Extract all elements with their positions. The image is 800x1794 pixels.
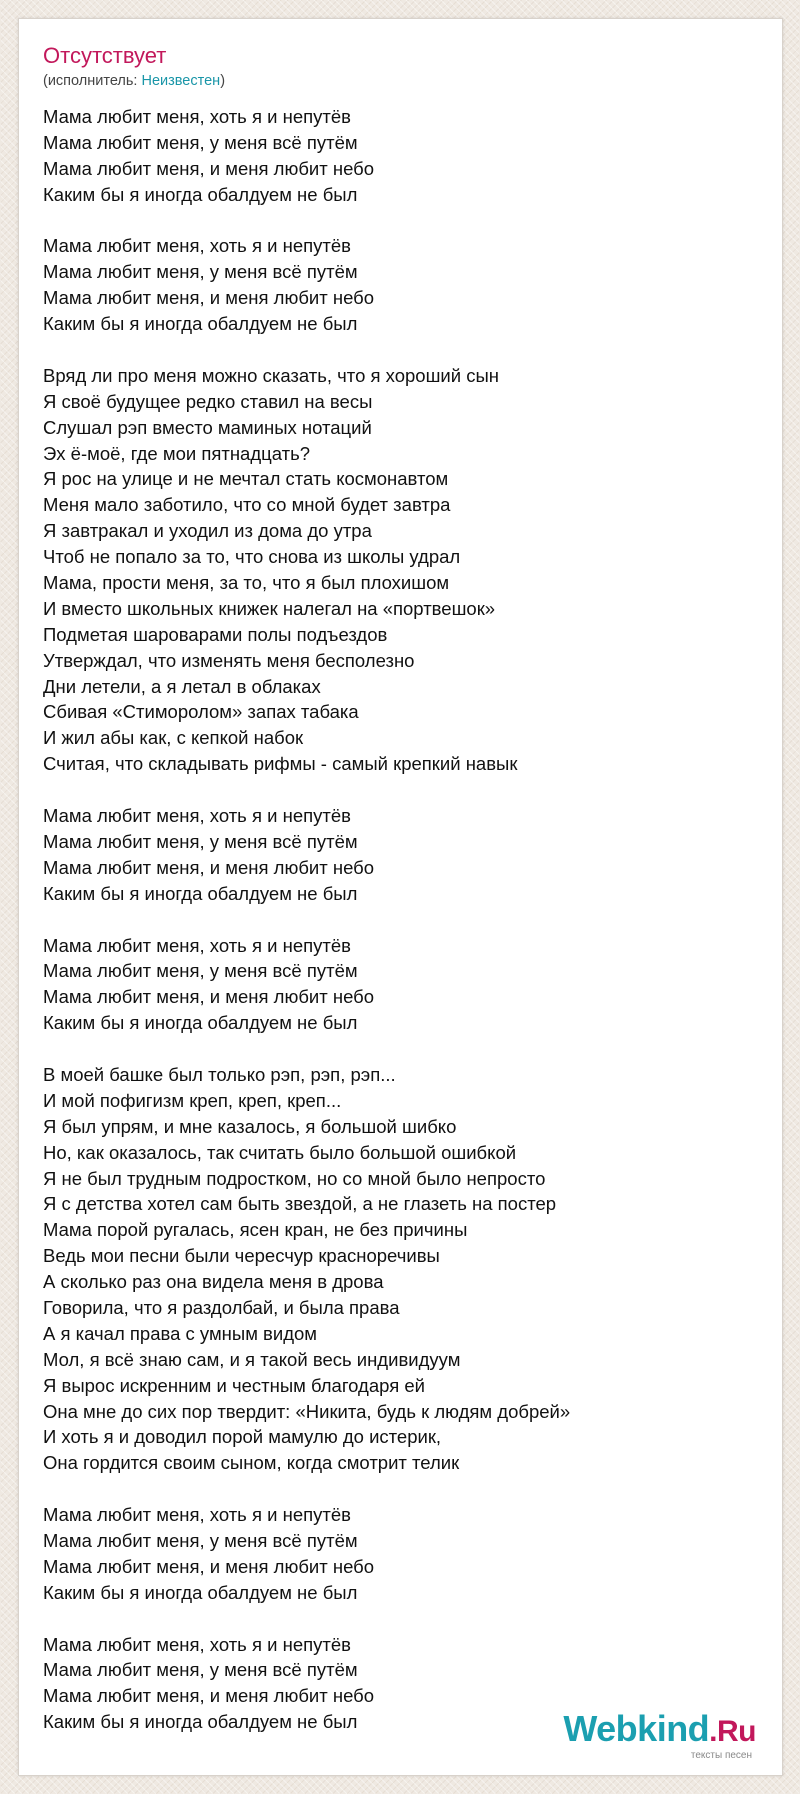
lyric-line: Каким бы я иногда обалдуем не был [43,183,358,205]
lyric-line: Мама любит меня, у меня всё путём [43,131,358,153]
lyric-line: Мол, я всё знаю сам, и я такой весь индивидуум [43,1348,461,1370]
lyric-line: Чтоб не попало за то, что снова из школы удрал [43,546,461,568]
lyric-line: Мама любит меня, и меня любит небо [43,986,375,1008]
logo-wordmark [563,1708,756,1749]
lyric-line: Ведь мои песни были чересчур красноречивы [43,1245,440,1267]
lyrics-text [43,104,763,1735]
lyric-line: Она мне до сих пор твердит: «Никита, будь к людям добрей» [43,1400,571,1422]
artist-prefix: (исполнитель: [43,73,142,89]
lyric-line: Считая, что складывать рифмы - самый крепкий навык [43,753,518,775]
lyric-line: Я не был трудным подростком, но со мной было непросто [43,1167,546,1189]
lyric-line: Мама любит меня, и меня любит небо [43,1555,375,1577]
lyric-line: Мама любит меня, хоть я и непутёв [43,805,351,827]
lyric-line: Мама любит меня, у меня всё путём [43,830,358,852]
lyric-line: Я был упрям, и мне казалось, я большой шибко [43,1115,457,1137]
lyric-line: Каким бы я иногда обалдуем не был [43,1711,358,1733]
lyric-line: Подметая шароварами полы подъездов [43,623,388,645]
lyric-line: Мама любит меня, и меня любит небо [43,1685,375,1707]
site-logo[interactable] [563,1708,756,1761]
lyric-line: Дни летели, а я летал в облаках [43,675,321,697]
lyric-line: В моей башке был только рэп, рэп, рэп... [43,1063,396,1085]
lyric-line: И жил абы как, с кепкой набок [43,727,304,749]
lyric-line: А я качал права с умным видом [43,1322,318,1344]
song-title: Отсутствует [43,43,167,68]
lyric-line: И мой пофигизм креп, креп, креп... [43,1089,342,1111]
lyric-line: Я рос на улице и не мечтал стать космонавтом [43,468,449,490]
lyric-line: Мама любит меня, хоть я и непутёв [43,235,351,257]
lyric-line: Говорила, что я раздолбай, и была права [43,1296,400,1318]
stanza-gap [43,777,763,803]
lyric-line: Мама любит меня, у меня всё путём [43,261,358,283]
artist-suffix: ) [220,73,226,89]
lyrics-card [18,18,783,1776]
artist-line [43,72,225,90]
stanza-gap [43,1606,763,1632]
lyric-line: Мама любит меня, хоть я и непутёв [43,934,351,956]
lyric-line: Я завтракал и уходил из дома до утра [43,520,372,542]
lyric-line: Вряд ли про меня можно сказать, что я хороший сын [43,364,499,386]
lyric-line: Она гордится своим сыном, когда смотрит телик [43,1452,460,1474]
lyric-line: Мама любит меня, и меня любит небо [43,287,375,309]
lyric-line: Мама любит меня, хоть я и непутёв [43,106,351,127]
lyric-line: Утверждал, что изменять меня бесполезно [43,649,415,671]
lyric-line: Каким бы я иногда обалдуем не был [43,882,358,904]
lyric-line: Я вырос искренним и честным благодаря ей [43,1374,425,1396]
lyric-line: Сбивая «Стиморолом» запах табака [43,701,359,723]
lyric-line: Каким бы я иногда обалдуем не был [43,1012,358,1034]
lyric-line: Мама любит меня, хоть я и непутёв [43,1633,351,1655]
lyric-line: Мама любит меня, у меня всё путём [43,960,358,982]
lyric-line: Мама любит меня, у меня всё путём [43,1659,358,1681]
stanza-gap [43,1476,763,1502]
lyric-line: И хоть я и доводил порой мамулю до истерик, [43,1426,442,1448]
stanza-gap [43,337,763,363]
lyric-line: Мама, прости меня, за то, что я был плохишом [43,572,450,594]
logo-tagline: тексты песен [690,1750,752,1761]
lyric-line: Каким бы я иногда обалдуем не был [43,1581,358,1603]
lyric-line: Каким бы я иногда обалдуем не был [43,313,358,335]
lyric-line: И вместо школьных книжек налегал на «портвешок» [43,597,496,619]
lyric-line: Я с детства хотел сам быть звездой, а не глазеть на постер [43,1193,557,1215]
lyric-line: Мама порой ругалась, ясен кран, не без причины [43,1219,468,1241]
lyric-line: Я своё будущее редко ставил на весы [43,390,373,412]
lyric-line: Мама любит меня, хоть я и непутёв [43,1504,351,1526]
logo-name: Webkind [563,1708,710,1749]
lyric-line: Меня мало заботило, что со мной будет завтра [43,494,451,516]
stanza-gap [43,907,763,933]
lyric-line: Слушал рэп вместо маминых нотаций [43,416,372,438]
lyric-line: Но, как оказалось, так считать было большой ошибкой [43,1141,517,1163]
lyric-line: Мама любит меня, у меня всё путём [43,1529,358,1551]
logo-tld: .Ru [709,1715,756,1748]
stanza-gap [43,1036,763,1062]
lyric-line: Мама любит меня, и меня любит небо [43,856,375,878]
lyric-line: Мама любит меня, и меня любит небо [43,157,375,179]
stanza-gap [43,208,763,234]
artist-link[interactable]: Неизвестен [141,73,221,89]
lyric-line: А сколько раз она видела меня в дрова [43,1271,384,1293]
lyric-line: Эх ё-моё, где мои пятнадцать? [43,442,311,464]
